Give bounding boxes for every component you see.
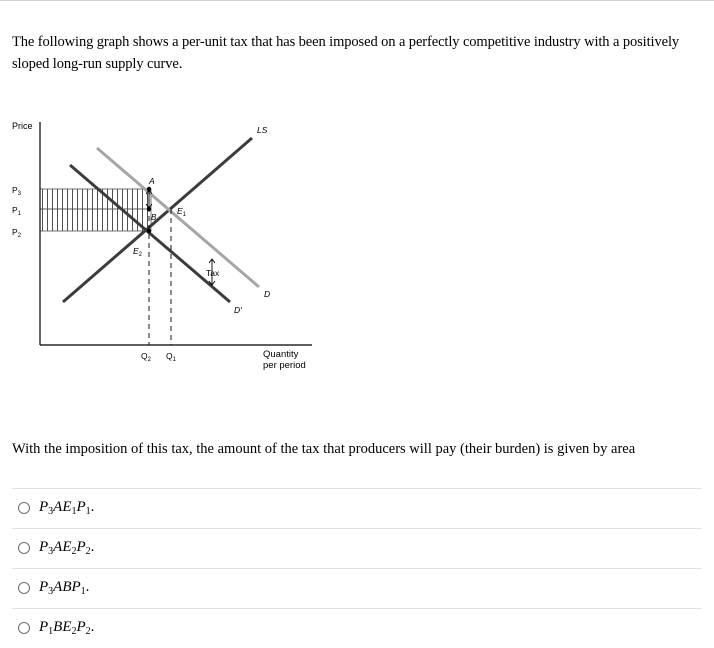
quantity-label-q2: $Q_2$ bbox=[141, 351, 151, 363]
point-e1-label: $E_1$ bbox=[177, 206, 187, 218]
point-a-label: A bbox=[149, 176, 155, 186]
x-axis-label-line1: Quantity bbox=[263, 349, 299, 360]
supply-curve-label: LS bbox=[257, 125, 268, 135]
top-divider bbox=[0, 0, 714, 1]
radio-button-option-1[interactable] bbox=[18, 502, 30, 514]
tax-label: Tax bbox=[206, 268, 220, 278]
answer-option-2[interactable] bbox=[12, 528, 702, 568]
answer-options-list bbox=[12, 488, 702, 648]
quantity-label-q1: $Q_1$ bbox=[166, 351, 176, 363]
question-intro-text: The following graph shows a per-unit tax that has been imposed on a perfectly competitive industry with a positively sloped long-run supply curve. bbox=[12, 34, 680, 72]
demand-after-tax-label: D' bbox=[234, 305, 242, 315]
demand-curve-label: D bbox=[264, 289, 271, 299]
radio-button-option-3[interactable] bbox=[18, 582, 30, 594]
price-label-p3: $P_3$ bbox=[12, 185, 22, 197]
point-e2-dot bbox=[147, 229, 151, 233]
hatched-area-consumer bbox=[40, 189, 151, 209]
y-axis-label: Price bbox=[12, 121, 33, 131]
point-e2-label: $E_2$ bbox=[133, 246, 143, 258]
option-2-label[interactable]: $P_3AE_2P_2$. bbox=[39, 539, 95, 557]
radio-button-option-2[interactable] bbox=[18, 542, 30, 554]
point-b-label: B bbox=[151, 213, 157, 222]
tax-incidence-graph bbox=[0, 110, 330, 380]
radio-button-option-4[interactable] bbox=[18, 622, 30, 634]
price-label-p2: $P_2$ bbox=[12, 227, 22, 239]
option-3-label[interactable]: $P_3ABP_1$. bbox=[39, 579, 90, 597]
option-4-label[interactable]: $P_1BE_2P_2$. bbox=[39, 619, 95, 637]
x-axis-label-line2: per period bbox=[263, 360, 306, 371]
answer-option-1[interactable] bbox=[12, 488, 702, 528]
option-1-label[interactable]: $P_3AE_1P_1$. bbox=[39, 499, 95, 517]
answer-option-4[interactable] bbox=[12, 608, 702, 648]
answer-option-3[interactable] bbox=[12, 568, 702, 608]
question-prompt-text: With the imposition of this tax, the amount of the tax that producers will pay (their burden) is given by area bbox=[12, 441, 636, 457]
price-label-p1: $P_1$ bbox=[12, 205, 22, 217]
